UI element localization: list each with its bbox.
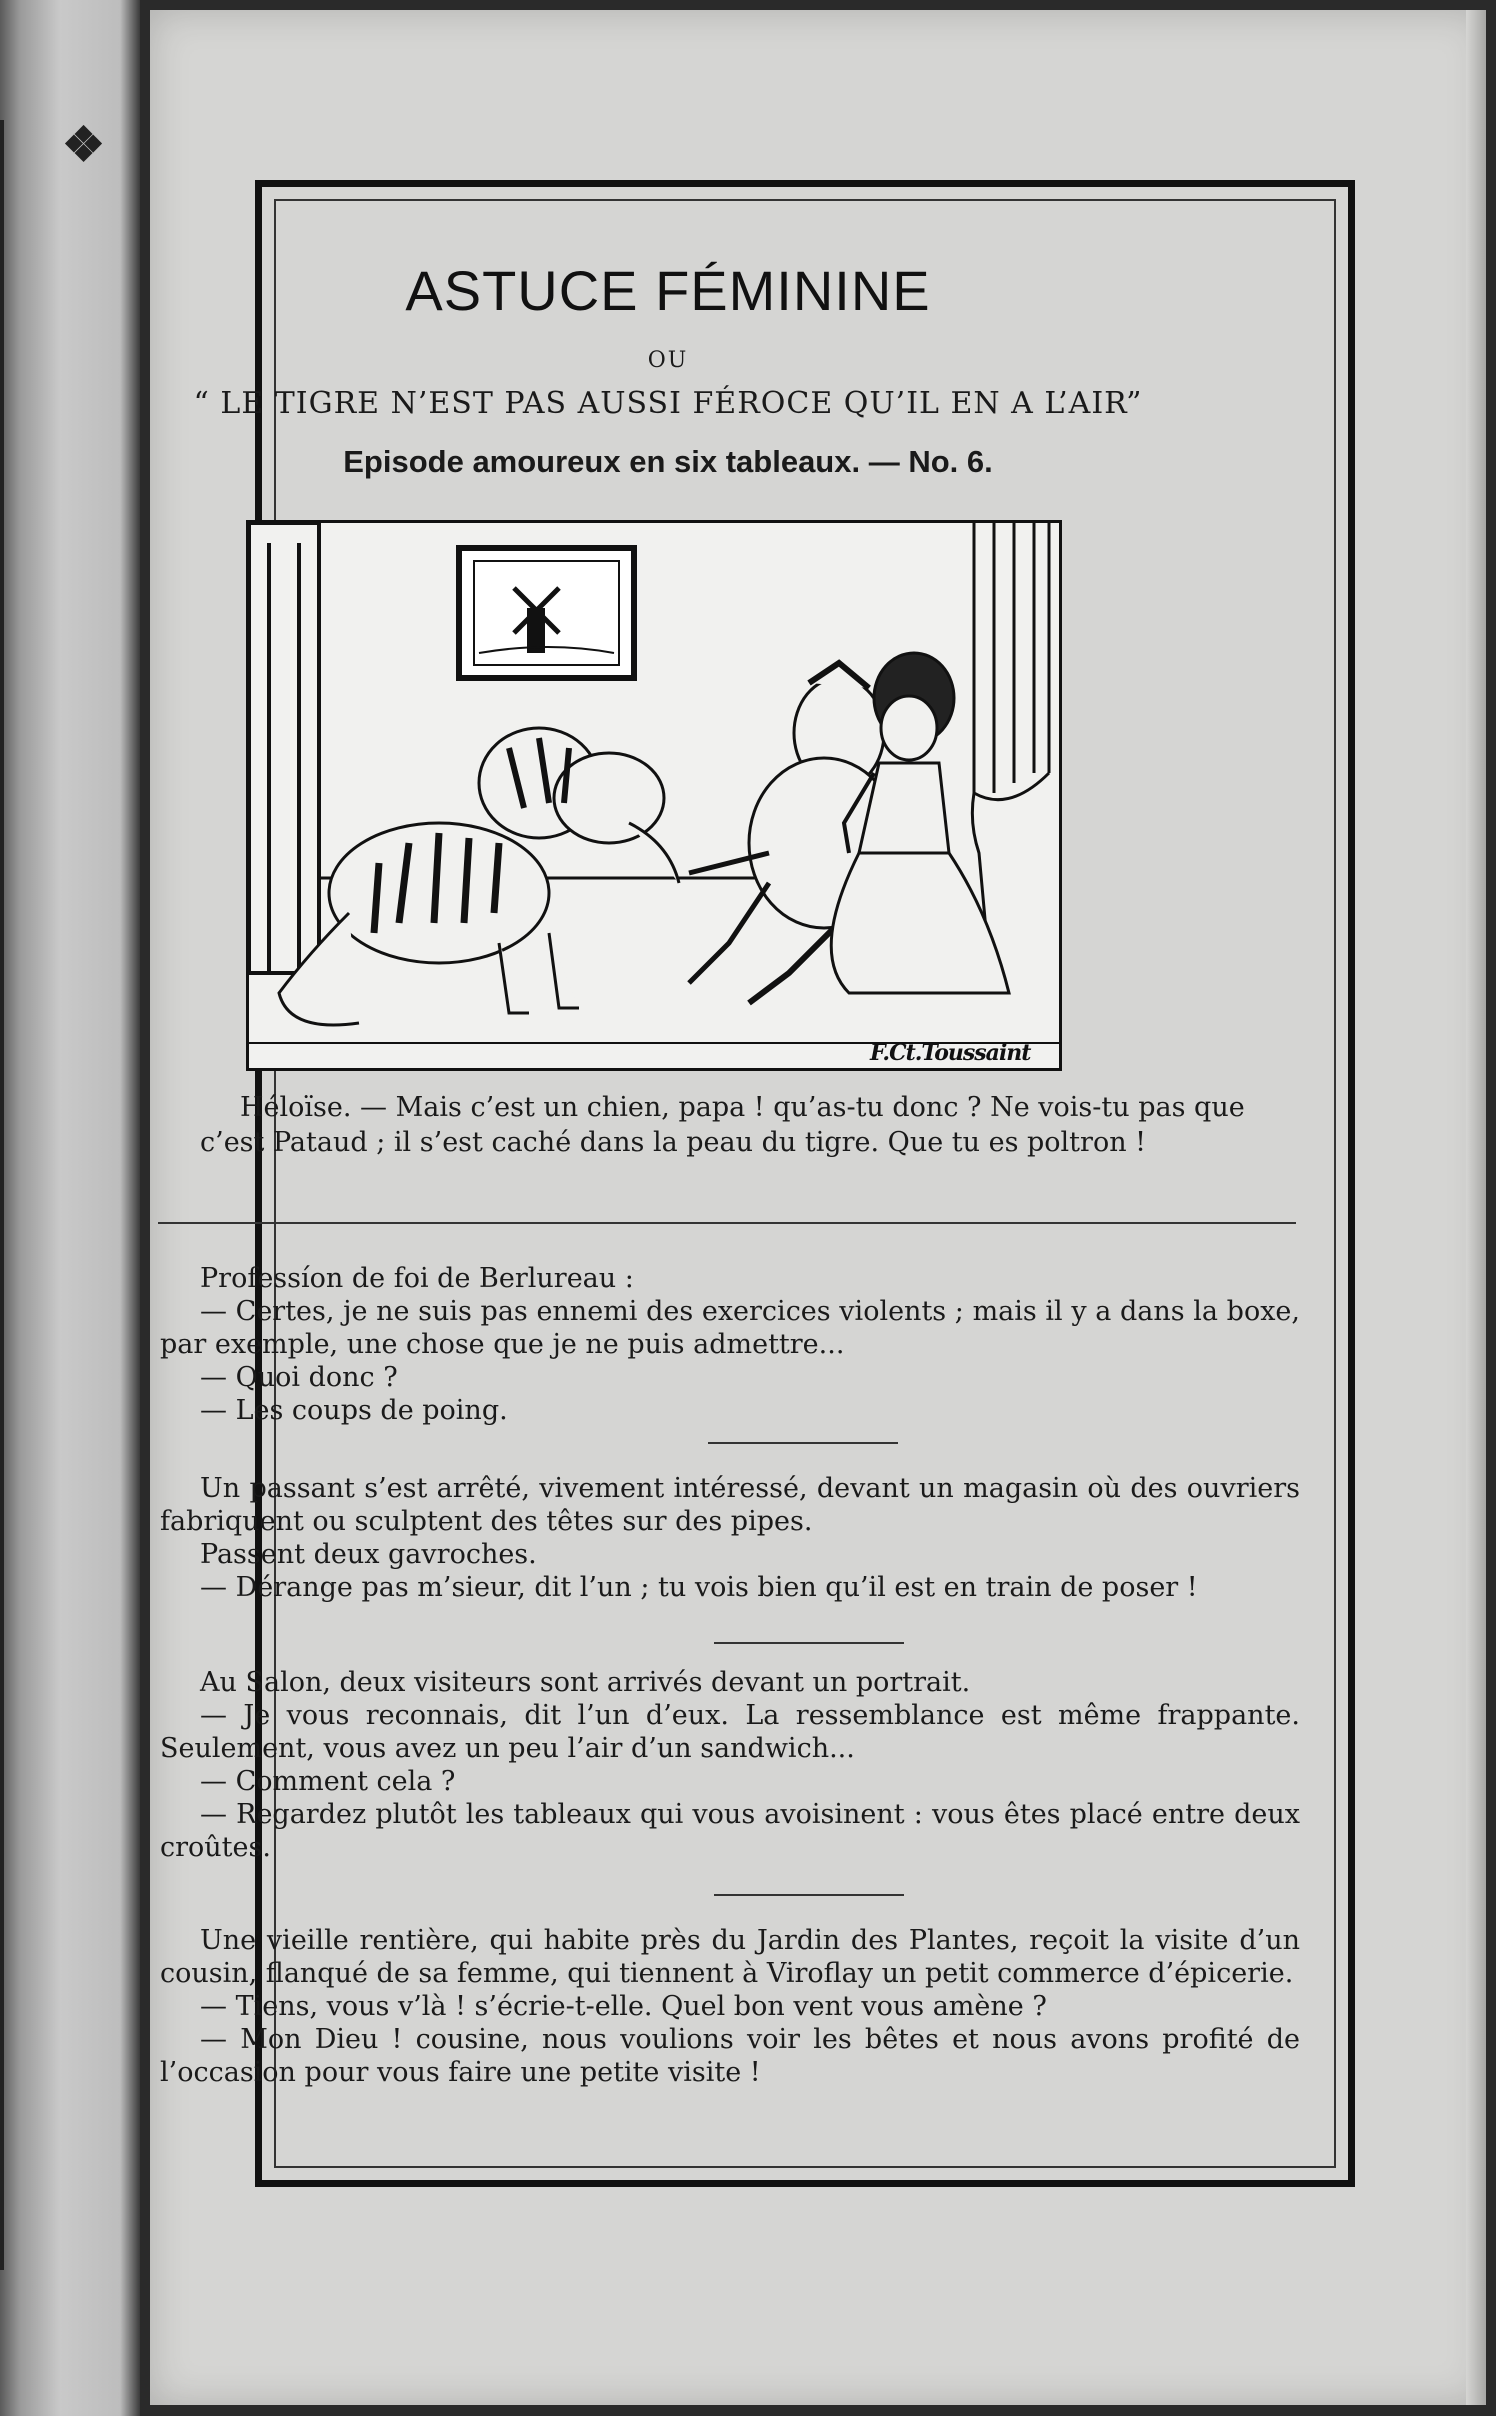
title-connector: OU [647, 348, 689, 373]
joke-line: Une vieille rentière, qui habite près du Jardin des Plantes, reçoit la visite d’un cousin, flanqué de sa femme, qui tiennent à Viroflay un petit commerce d’épicerie. [160, 1925, 1300, 1989]
section-divider [158, 1222, 1296, 1224]
joke-divider [708, 1442, 898, 1444]
joke-line: — Regardez plutôt les tableaux qui vous avoisinent : vous êtes placé entre deux croûtes. [160, 1799, 1300, 1863]
joke-berlureau [160, 1262, 1300, 1427]
joke-line: — Tiens, vous v’là ! s’écrie-t-elle. Quel bon vent vous amène ? [200, 1991, 1047, 2022]
page-edge [1466, 10, 1486, 2405]
illustration-caption: Héloïse. — Mais c’est un chien, papa ! qu’as-tu donc ? Ne vois-tu pas que c’est Pataud ; il s’est caché dans la peau du tigre. Que tu es poltron ! [200, 1092, 1245, 1158]
subtitle: “ LE TIGRE N’EST PAS AUSSI FÉROCE QU’IL EN A L’AIR” [193, 386, 1143, 421]
joke-pipes [160, 1472, 1300, 1604]
left-page-fragment: ❖ [62, 117, 106, 173]
joke-line: Au Salon, deux visiteurs sont arrivés devant un portrait. [200, 1667, 971, 1698]
joke-rentiere [160, 1924, 1300, 2089]
joke-salon [160, 1666, 1300, 1864]
episode-line: Episode amoureux en six tableaux. — No. 6. [343, 444, 993, 479]
joke-line: — Les coups de poing. [200, 1395, 508, 1426]
joke-divider [714, 1642, 904, 1644]
joke-line: — Comment cela ? [200, 1766, 456, 1797]
joke-line: — Certes, je ne suis pas ennemi des exercices violents ; mais il y a dans la boxe, par exemple, une chose que je ne puis admettre... [160, 1296, 1300, 1360]
left-page-border [0, 117, 144, 2270]
joke-line: Passent deux gavroches. [200, 1539, 537, 1570]
left-page-edge [0, 0, 140, 2416]
joke-line: — Quoi donc ? [200, 1362, 398, 1393]
page-title: ASTUCE FÉMININE [405, 259, 931, 322]
curtain-drawing [972, 523, 1049, 963]
framed-windmill-picture [459, 548, 634, 678]
joke-line: Professíon de foi de Berlureau : [200, 1263, 634, 1294]
joke-line: Un passant s’est arrêté, vivement intéressé, devant un magasin où des ouvriers fabriquent ou sculptent des têtes sur des pipes. [160, 1473, 1300, 1537]
joke-line: — Mon Dieu ! cousine, nous voulions voir les bêtes et nous avons profité de l’occasion pour vous faire une petite visite ! [160, 2024, 1300, 2088]
door-drawing [249, 523, 319, 973]
joke-divider [714, 1894, 904, 1896]
joke-line: — Je vous reconnais, dit l’un d’eux. La ressemblance est même frappante. Seulement, vous avez un peu l’air d’un sandwich... [160, 1700, 1300, 1764]
artist-signature: F.Ct.Toussaint [870, 1040, 1031, 1066]
joke-line: — Dérange pas m’sieur, dit l’un ; tu vois bien qu’il est en train de poser ! [200, 1572, 1198, 1603]
cartoon-illustration [246, 520, 1062, 1071]
